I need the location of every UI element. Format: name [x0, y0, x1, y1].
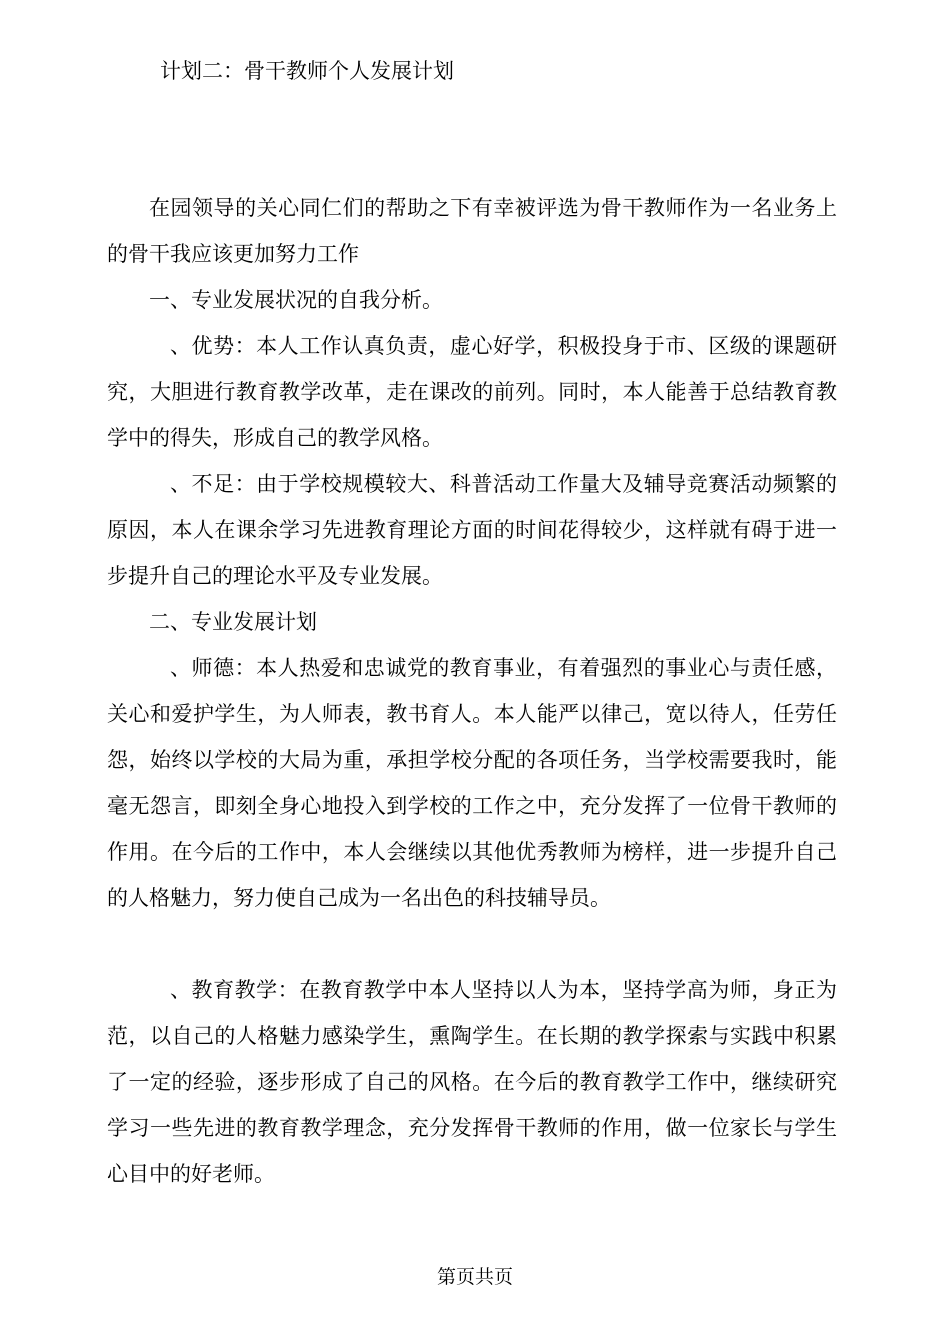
- section-heading-self-analysis: 一、专业发展状况的自我分析。: [149, 288, 443, 312]
- strengths-paragraph: 、优势：本人工作认真负责，虚心好学，积极投身于市、区级的课题研究，大胆进行教育教学改革，走在课改的前列。同时，本人能善于总结教育教学中的得失，形成自己的教学风格。: [107, 334, 837, 450]
- ethics-paragraph: 、师德：本人热爱和忠诚党的教育事业，有着强烈的事业心与责任感，关心和爱护学生，为人师表，教书育人。本人能严以律己，宽以待人，任劳任怨，始终以学校的大局为重，承担学校分配的各项任务，当学校需要我时，能毫无怨言，即刻全身心地投入到学校的工作之中，充分发挥了一位骨干教师的作用。在今后的工作中，本人会继续以其他优秀教师为榜样，进一步提升自己的人格魅力，努力使自己成为一名出色的科技辅导员。: [107, 656, 837, 910]
- intro-paragraph: 在园领导的关心同仁们的帮助之下有幸被评选为骨干教师作为一名业务上的骨干我应该更加努力工作: [107, 196, 837, 266]
- document-body: [107, 185, 837, 1197]
- document-title: 计划二：骨干教师个人发展计划: [160, 59, 454, 83]
- weaknesses-paragraph: 、不足：由于学校规模较大、科普活动工作量大及辅导竞赛活动频繁的原因，本人在课余学习先进教育理论方面的时间花得较少，这样就有碍于进一步提升自己的理论水平及专业发展。: [107, 472, 837, 588]
- teaching-paragraph: 、教育教学：在教育教学中本人坚持以人为本，坚持学高为师，身正为范，以自己的人格魅力感染学生，熏陶学生。在长期的教学探索与实践中积累了一定的经验，逐步形成了自己的风格。在今后的教育教学工作中，继续研究学习一些先进的教育教学理念，充分发挥骨干教师的作用，做一位家长与学生心目中的好老师。: [107, 978, 837, 1186]
- page-footer: 第页共页: [436, 1266, 513, 1288]
- section-heading-development-plan: 二、专业发展计划: [149, 610, 317, 634]
